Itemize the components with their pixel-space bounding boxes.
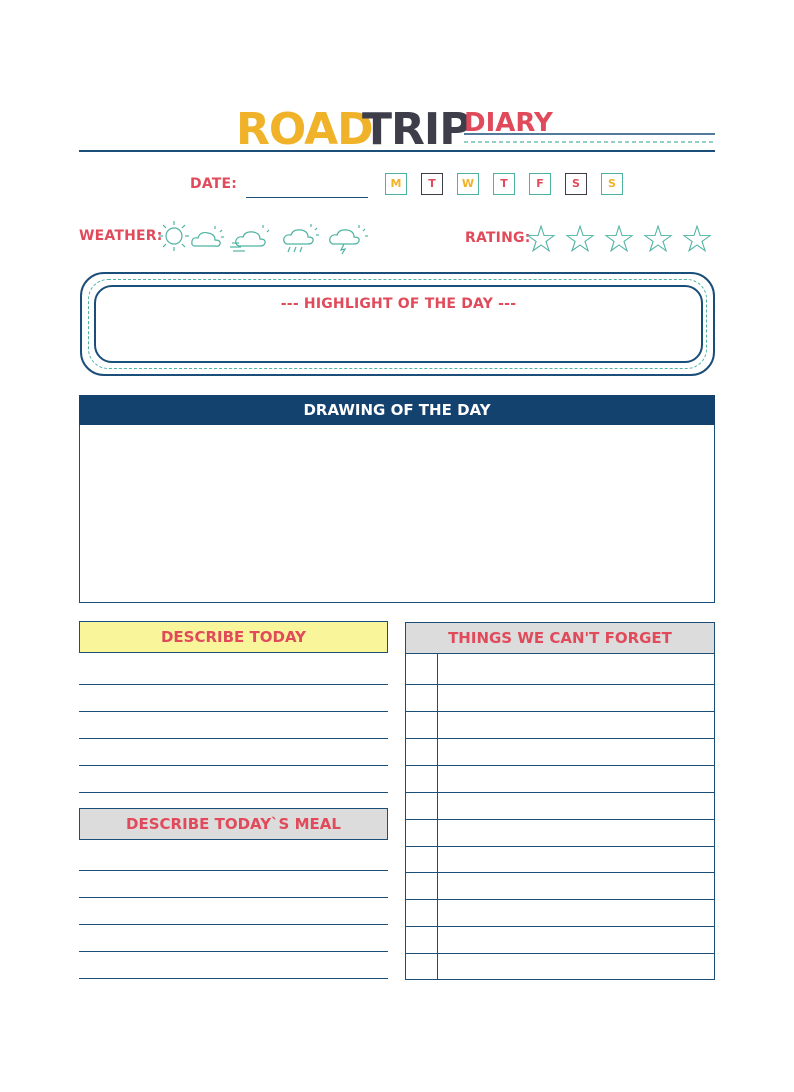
- checklist-row[interactable]: [405, 792, 715, 793]
- describe-today-line[interactable]: [79, 765, 388, 766]
- forget-title: THINGS WE CAN'T FORGET: [405, 622, 715, 654]
- sun-icon[interactable]: [159, 221, 189, 251]
- rating-star-3[interactable]: ☆: [602, 217, 637, 261]
- day-saturday[interactable]: S: [565, 173, 587, 195]
- storm-cloud-icon[interactable]: [330, 225, 368, 254]
- describe-meal-line[interactable]: [79, 924, 388, 925]
- highlight-title: --- HIGHLIGHT OF THE DAY ---: [280, 296, 517, 312]
- checklist-row[interactable]: [405, 684, 715, 685]
- date-label: DATE:: [190, 176, 238, 192]
- rating-label: RATING:: [465, 230, 531, 246]
- weather-icons: [155, 216, 375, 256]
- rain-cloud-icon[interactable]: [284, 224, 319, 252]
- drawing-title: DRAWING OF THE DAY: [79, 395, 715, 425]
- checklist-row[interactable]: [405, 846, 715, 847]
- title-diary: DIARY: [464, 108, 553, 138]
- cloud-icon[interactable]: [192, 226, 224, 246]
- date-field[interactable]: [246, 197, 368, 198]
- day-monday[interactable]: M: [385, 173, 407, 195]
- describe-meal-line[interactable]: [79, 951, 388, 952]
- describe-today-line[interactable]: [79, 684, 388, 685]
- checkbox-column-divider: [437, 654, 438, 980]
- forget-checklist: [405, 654, 715, 980]
- checklist-row[interactable]: [405, 953, 715, 954]
- describe-meal-line[interactable]: [79, 978, 388, 979]
- rating-star-4[interactable]: ☆: [641, 217, 676, 261]
- drawing-area[interactable]: [79, 425, 715, 603]
- describe-meal-line[interactable]: [79, 870, 388, 871]
- describe-today-line[interactable]: [79, 711, 388, 712]
- title-road: ROAD: [236, 104, 373, 155]
- rating-star-1[interactable]: ☆: [524, 217, 559, 261]
- checklist-row[interactable]: [405, 738, 715, 739]
- windy-cloud-icon[interactable]: [230, 225, 269, 251]
- title-trip: TRIP: [362, 104, 471, 155]
- day-wednesday[interactable]: W: [457, 173, 479, 195]
- describe-today-title: DESCRIBE TODAY: [79, 621, 388, 653]
- rating-star-2[interactable]: ☆: [563, 217, 598, 261]
- day-thursday[interactable]: T: [493, 173, 515, 195]
- checklist-row[interactable]: [405, 872, 715, 873]
- title-underline: [0, 0, 794, 170]
- describe-today-line[interactable]: [79, 738, 388, 739]
- checklist-row[interactable]: [405, 819, 715, 820]
- describe-meal-title: DESCRIBE TODAY`S MEAL: [79, 808, 388, 840]
- day-friday[interactable]: F: [529, 173, 551, 195]
- weather-label: WEATHER:: [79, 228, 163, 244]
- checklist-row[interactable]: [405, 711, 715, 712]
- day-tuesday[interactable]: T: [421, 173, 443, 195]
- checklist-row[interactable]: [405, 899, 715, 900]
- rating-star-5[interactable]: ☆: [680, 217, 715, 261]
- day-sunday[interactable]: S: [601, 173, 623, 195]
- checklist-row[interactable]: [405, 926, 715, 927]
- describe-meal-line[interactable]: [79, 897, 388, 898]
- checklist-row[interactable]: [405, 765, 715, 766]
- describe-today-line[interactable]: [79, 792, 388, 793]
